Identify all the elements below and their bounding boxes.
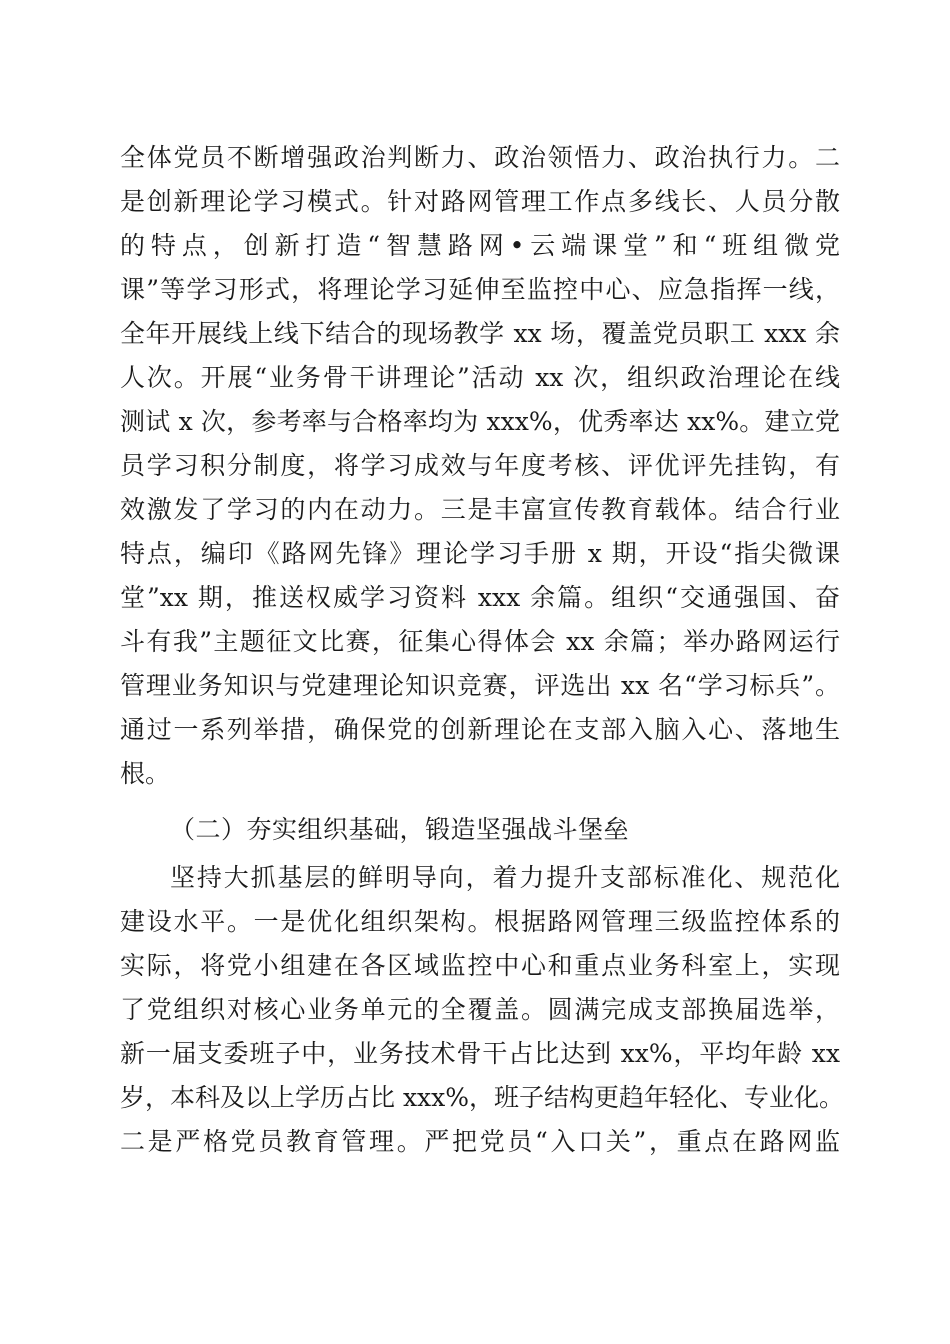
- paragraph-2-line-2: 建设水平。一是优化组织架构。根据路网管理三级监控体系的: [120, 907, 840, 936]
- paragraph-1-line-6: 人次。开展“业务骨干讲理论”活动 xx 次，组织政治理论在线: [120, 363, 840, 392]
- paragraph-1-line-11: 堂”xx 期，推送权威学习资料 xxx 余篇。组织“交通强国、奋: [120, 583, 840, 612]
- paragraph-1-line-15: 根。: [120, 759, 171, 788]
- paragraph-1-line-5: 全年开展线上线下结合的现场教学 xx 场，覆盖党员职工 xxx 余: [120, 319, 840, 348]
- paragraph-1-line-10: 特点，编印《路网先锋》理论学习手册 x 期，开设“指尖微课: [120, 539, 840, 568]
- paragraph-1-line-12: 斗有我”主题征文比赛，征集心得体会 xx 余篇；举办路网运行: [120, 627, 840, 656]
- paragraph-1-line-7: 测试 x 次，参考率与合格率均为 xxx%，优秀率达 xx%。建立党: [120, 407, 840, 436]
- paragraph-1-line-4: 课”等学习形式，将理论学习延伸至监控中心、应急指挥一线，: [120, 275, 840, 304]
- paragraph-1-line-14: 通过一系列举措，确保党的创新理论在支部入脑入心、落地生: [120, 715, 840, 744]
- paragraph-2-line-6: 岁，本科及以上学历占比 xxx%，班子结构更趋年轻化、专业化。: [120, 1083, 845, 1112]
- paragraph-2-line-7: 二是严格党员教育管理。严把党员“入口关”，重点在路网监: [120, 1127, 840, 1156]
- paragraph-1-line-8: 员学习积分制度，将学习成效与年度考核、评优评先挂钩，有: [120, 451, 840, 480]
- paragraph-2-line-1: 坚持大抓基层的鲜明导向，着力提升支部标准化、规范化: [170, 863, 840, 892]
- section-heading: （二）夯实组织基础，锻造坚强战斗堡垒: [170, 815, 630, 844]
- paragraph-1-line-1: 全体党员不断增强政治判断力、政治领悟力、政治执行力。二: [120, 143, 840, 172]
- paragraph-1-line-3: 的特点，创新打造“智慧路网•云端课堂”和“班组微党: [120, 231, 840, 260]
- paragraph-1-line-13: 管理业务知识与党建理论知识竞赛，评选出 xx 名“学习标兵”。: [120, 671, 840, 700]
- paragraph-2-line-3: 实际，将党小组建在各区域监控中心和重点业务科室上，实现: [120, 951, 840, 980]
- paragraph-2-line-4: 了党组织对核心业务单元的全覆盖。圆满完成支部换届选举，: [120, 995, 840, 1024]
- paragraph-1-line-9: 效激发了学习的内在动力。三是丰富宣传教育载体。结合行业: [120, 495, 840, 524]
- paragraph-2-line-5: 新一届支委班子中，业务技术骨干占比达到 xx%，平均年龄 xx: [120, 1039, 840, 1068]
- paragraph-1-line-2: 是创新理论学习模式。针对路网管理工作点多线长、人员分散: [120, 187, 840, 216]
